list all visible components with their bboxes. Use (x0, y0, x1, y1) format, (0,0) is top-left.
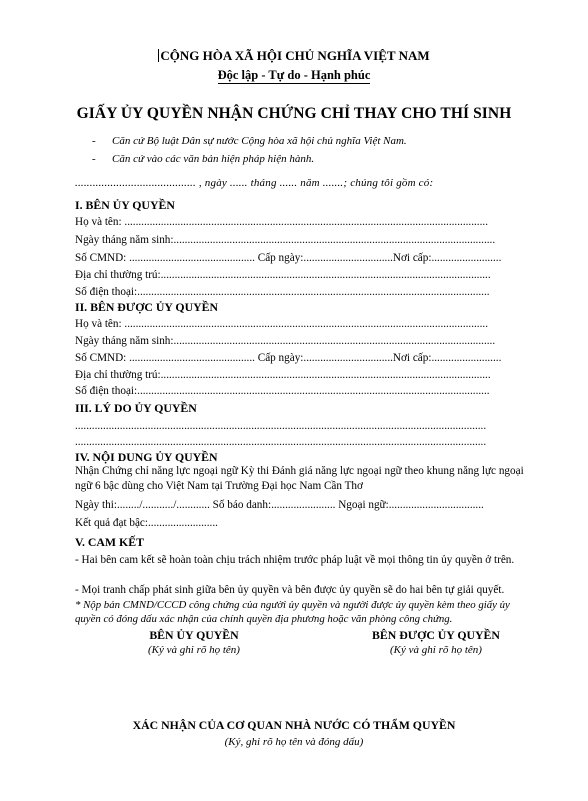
grantor-signature-hint: (Ký và ghi rõ họ tên) (148, 644, 240, 656)
grantor-signature-title: BÊN ỦY QUYỀN (149, 628, 239, 642)
section-2-heading: II. BÊN ĐƯỢC ỦY QUYỀN (75, 300, 218, 314)
country-header (0, 48, 588, 64)
reason-line-1[interactable]: ................................................................................................................................................... (75, 420, 487, 432)
grantee-address-field[interactable]: Địa chỉ thường trú:...................................................................................................................... (75, 369, 491, 381)
section-5-heading: V. CAM KẾT (75, 535, 144, 549)
grantee-dob-field[interactable]: Ngày tháng năm sinh:................................................................................................................... (75, 335, 496, 347)
section-1-heading: I. BÊN ỦY QUYỀN (75, 198, 175, 212)
exam-info-line[interactable]: Ngày thi:......../.........../............ Số báo danh:....................... Ngoại ngữ:.................................. (75, 499, 484, 511)
reason-line-2[interactable]: ................................................................................................................................................... (75, 436, 487, 448)
basis-item: - Căn cứ Bộ luật Dân sự nước Cộng hòa xã hội chủ nghĩa Việt Nam. (92, 135, 407, 147)
grantee-signature-hint: (Ký và ghi rõ họ tên) (390, 644, 482, 656)
commitment-paragraph-2: - Mọi tranh chấp phát sinh giữa bên ủy quyền và bên được ủy quyền sẽ do hai bên tự giải quyết. (75, 584, 505, 596)
commitment-paragraph-1: - Hai bên cam kết sẽ hoàn toàn chịu trách nhiệm trước pháp luật về mọi thông tin ủy quyền ở trên. (75, 554, 515, 566)
grantee-id-field[interactable]: Số CMND: ............................................. Cấp ngày:................................Nơi cấp:......................... (75, 352, 502, 364)
grantor-name-field[interactable]: Họ và tên: .................................................................................................................................. (75, 216, 488, 228)
submission-note: * Nộp bản CMND/CCCD công chứng của người ủy quyền và người được ủy quyền kèm theo giấy ủy quyền có đóng dấu xác nhận của chính quyền địa phương hoặc văn phòng công chứng. (75, 599, 510, 625)
basis-item: - Căn cứ vào các văn bản hiện pháp hiện hành. (92, 153, 315, 165)
motto-text: Độc lập - Tự do - Hạnh phúc (217, 68, 371, 82)
country-name: CỘNG HÒA XÃ HỘI CHỦ NGHĨA VIỆT NAM (160, 48, 430, 63)
basis-text: Căn cứ vào các văn bản hiện pháp hiện hành. (112, 153, 315, 165)
grantee-name-field[interactable]: Họ và tên: .................................................................................................................................. (75, 318, 488, 330)
grantee-phone-field[interactable]: Số điện thoại:.............................................................................................................................. (75, 385, 490, 397)
date-line: ......................................... , ngày ...... tháng ...... năm .......; chúng tôi gồm có: (75, 177, 434, 189)
grantor-address-field[interactable]: Địa chỉ thường trú:...................................................................................................................... (75, 269, 491, 281)
basis-text: Căn cứ Bộ luật Dân sự nước Cộng hòa xã hội chủ nghĩa Việt Nam. (112, 135, 407, 147)
grantor-phone-field[interactable]: Số điện thoại:.............................................................................................................................. (75, 286, 490, 298)
document-title: GIẤY ỦY QUYỀN NHẬN CHỨNG CHỈ THAY CHO THÍ SINH (76, 105, 512, 122)
authorization-content: Nhận Chứng chỉ năng lực ngoại ngữ Kỳ thi Đánh giá năng lực ngoại ngữ theo khung năng lực ngoại ngữ 6 bậc dùng cho Việt Nam tại Trường Đại học Nam Cần Thơ (75, 465, 524, 492)
section-3-heading: III. LÝ DO ỦY QUYỀN (75, 401, 197, 415)
motto (0, 68, 588, 83)
authority-confirmation-title: XÁC NHẬN CỦA CƠ QUAN NHÀ NƯỚC CÓ THẨM QUYỀN (132, 718, 456, 732)
section-4-heading: IV. NỘI DUNG ỦY QUYỀN (75, 450, 218, 464)
grantor-dob-field[interactable]: Ngày tháng năm sinh:................................................................................................................... (75, 234, 496, 246)
authority-confirmation-hint: (Ký, ghi rõ họ tên và đóng dấu) (224, 736, 364, 748)
grantor-id-field[interactable]: Số CMND: ............................................. Cấp ngày:................................Nơi cấp:......................... (75, 252, 502, 264)
grantee-signature-title: BÊN ĐƯỢC ỦY QUYỀN (372, 628, 500, 642)
result-line[interactable]: Kết quả đạt bậc:......................... (75, 517, 218, 529)
